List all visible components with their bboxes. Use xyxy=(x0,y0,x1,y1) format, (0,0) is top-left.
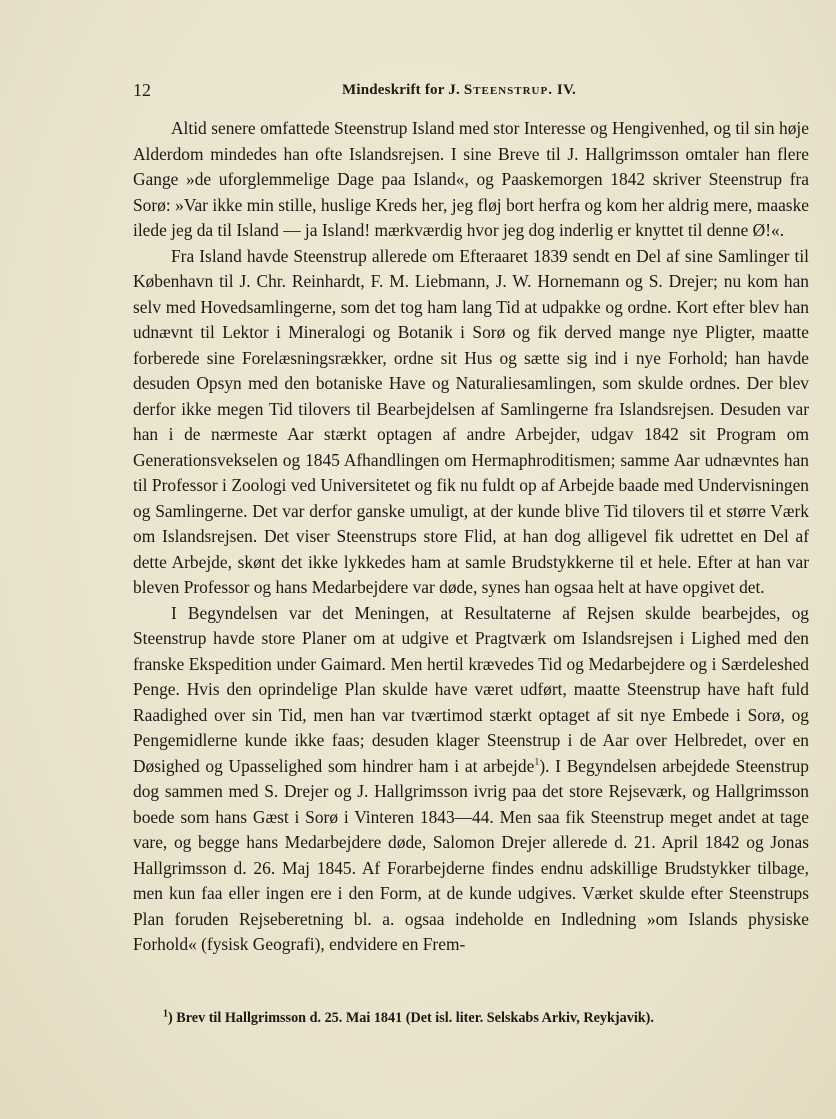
footnote-marker: 1 xyxy=(163,1008,168,1020)
page-header xyxy=(133,80,809,110)
running-head xyxy=(342,82,576,99)
paragraph-1: Altid senere omfattede Steenstrup Island med stor Interesse og Hengivenhed, og til sin høje Alderdom mindedes han ofte Islandsrejsen. I sine Breve til J. Hallgrimsson omtaler han flere Gange »de uforglemmelige Dage paa Island«, og Paaskemorgen 1842 skriver Steenstrup fra Sorø: »Var ikke min stille, huslige Kreds her, jeg fløj bort herfra og kom her aldrig mere, maaske ilede jeg da til Island — ja Island! mærkværdig hvor jeg dog inderlig er knyttet til denne Ø!«. xyxy=(133,118,809,240)
paragraph-3-text: I Begyndelsen var det Meningen, at Resultaterne af Rejsen skulde bearbejdes, og Steenstrup havde store Planer om at udgive et Pragtværk om Islandsrejsen i Lighed med den franske Ekspedition under Gaimard. Men hertil krævedes Tid og Medarbejdere og i Særdeleshed Penge. Hvis den oprindelige Plan skulde have været udført, maatte Steenstrup have haft fuld Raadighed over sin Tid, men han var tværtimod stærkt optaget af sit nye Embede i Sorø, og Pengemidlerne kunde ikke faas; desuden klager Steenstrup i de Aar over Helbredet, over en Døsighed og Upasselighed som hindrer ham i at arbejde xyxy=(133,602,809,776)
running-head-name: Steenstrup. xyxy=(463,82,553,98)
running-head-volume: IV. xyxy=(556,82,577,98)
paragraph-3 xyxy=(133,601,809,958)
running-head-prefix: Mindeskrift for J. xyxy=(342,82,460,98)
paragraph-3-continuation: ). I Begyndelsen arbejdede Steenstrup dog sammen med S. Drejer og J. Hallgrimsson ivrig paa det store Rejseværk, og Hallgrimsson boede som hans Gæst i Sorø i Vinteren 1843—44. Men saa fik Steenstrup meget andet at tage vare, og begge hans Medarbejdere døde, Salomon Drejer allerede d. 21. April 1842 og Jonas Hallgrimsson d. 26. Maj 1845. Af Forarbejderne findes endnu adskillige Brudstykker tilbage, men kun faa eller ingen ere i den Form, at de kunde udgives. Værket skulde efter Steenstrups Plan foruden Rejseberetning bl. a. ogsaa indeholde en Indledning »om Islands physiske Forhold« (fysisk Geografi), endvidere en Frem- xyxy=(133,755,810,954)
footnote-text: ) Brev til Hallgrimsson d. 25. Mai 1841 (Det isl. liter. Selskabs Arkiv, Reykjavik). xyxy=(168,1010,654,1026)
footnote xyxy=(163,1010,809,1027)
paragraph-2: Fra Island havde Steenstrup allerede om Efteraaret 1839 sendt en Del af sine Samlinger til København til J. Chr. Reinhardt, F. M. Liebmann, J. W. Hornemann og S. Drejer; nu kom han selv med Hovedsamlingerne, som det tog ham lang Tid at udpakke og ordne. Kort efter blev han udnævnt til Lektor i Mineralogi og Botanik i Sorø og fik derved mange nye Pligter, maatte forberede sine Forelæsningsrækker, ordne sit Hus og sætte sig ind i nye Forhold; han havde desuden Opsyn med den botaniske Have og Naturaliesamlingen, som skulde ordnes. Der blev derfor ikke megen Tid tilovers til Bearbejdelsen af Samlingerne fra Islandsrejsen. Desuden var han i de nærmeste Aar stærkt optagen af andre Arbejder, udgav 1842 sit Program om Generationsvekselen og 1845 Afhandlingen om Hermaphroditismen; samme Aar udnævntes han til Professor i Zoologi ved Universitetet og fik nu fuldt op af Arbejde baade med Undervisningen og Samlingerne. Det var derfor ganske umuligt, at der kunde blive Tid tilovers til et større Værk om Islandsrejsen. Det viser Steenstrups store Flid, at han dog alligevel fik udrettet en Del af dette Arbejde, skønt det ikke lykkedes ham at samle Brudstykkerne til et hele. Efter at han var bleven Professor og hans Medarbejdere var døde, synes han ogsaa helt at have opgivet det. xyxy=(133,245,809,597)
page-number: 12 xyxy=(133,80,151,100)
body-text xyxy=(133,116,809,958)
footnote-reference: 1 xyxy=(534,756,540,768)
